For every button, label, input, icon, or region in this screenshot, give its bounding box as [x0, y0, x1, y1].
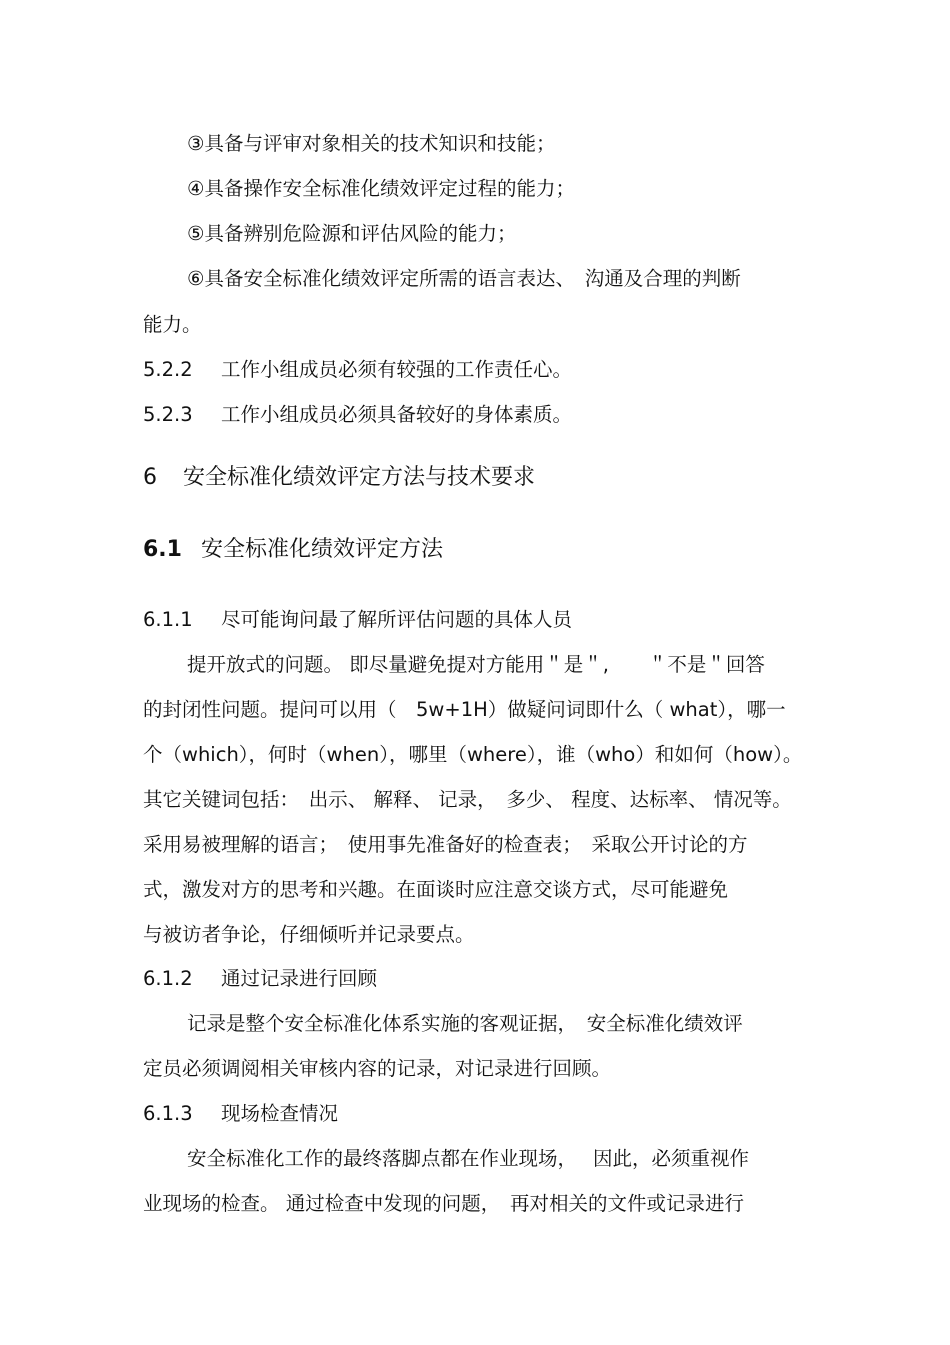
clause-number: 5.2.3	[143, 403, 193, 426]
section-title: 安全标准化绩效评定方法与技术要求	[183, 465, 536, 490]
paragraph-line: 其它关键词包括： 出示、 解释、 记录， 多少、 程度、达标率、 情况等。	[143, 788, 792, 811]
paragraph-line: 安全标准化工作的最终落脚点都在作业现场， 因此，必须重视作	[187, 1147, 749, 1170]
section-number: 6.1	[143, 537, 182, 562]
clause-5-2-2	[143, 357, 572, 383]
paragraph-line: 定员必须调阅相关审核内容的记录，对记录进行回顾。	[143, 1057, 612, 1080]
item-4: ④具备操作安全标准化绩效评定过程的能力；	[187, 177, 575, 200]
clause-text: 通过记录进行回顾	[221, 967, 378, 990]
clause-6-1-1	[143, 607, 572, 633]
paragraph-line: 采用易被理解的语言； 使用事先准备好的检查表； 采取公开讨论的方	[143, 833, 748, 856]
paragraph-line: 记录是整个安全标准化体系实施的客观证据， 安全标准化绩效评	[187, 1012, 743, 1035]
section-number: 6	[143, 465, 157, 490]
clause-number: 6.1.1	[143, 608, 193, 631]
clause-number: 6.1.3	[143, 1102, 193, 1125]
item-3: ③具备与评审对象相关的技术知识和技能；	[187, 132, 556, 155]
item-6: ⑥具备安全标准化绩效评定所需的语言表达、 沟通及合理的判断	[187, 267, 741, 290]
clause-text: 尽可能询问最了解所评估问题的具体人员	[221, 608, 573, 631]
clause-6-1-3	[143, 1101, 338, 1127]
paragraph-line: 提开放式的问题。 即尽量避免提对方能用＂是＂, ＂不是＂回答	[187, 653, 765, 676]
paragraph-line: 式，激发对方的思考和兴趣。在面谈时应注意交谈方式，尽可能避免	[143, 878, 729, 901]
clause-6-1-2	[143, 966, 377, 992]
section-heading-6	[143, 465, 535, 491]
paragraph-line: 与被访者争论，仔细倾听并记录要点。	[143, 923, 475, 946]
clause-text: 工作小组成员必须具备较好的身体素质。	[221, 403, 573, 426]
paragraph-line: 的封闭性问题。提问可以用（ 5w+1H）做疑问词即什么（ what），哪一	[143, 698, 786, 721]
section-heading-6-1	[143, 537, 443, 563]
clause-text: 现场检查情况	[221, 1102, 339, 1125]
clause-text: 工作小组成员必须有较强的工作责任心。	[221, 358, 573, 381]
item-6-continued: 能力。	[143, 313, 202, 336]
item-5: ⑤具备辨别危险源和评估风险的能力；	[187, 222, 517, 245]
paragraph-line: 业现场的检查。 通过检查中发现的问题， 再对相关的文件或记录进行	[143, 1192, 744, 1215]
clause-5-2-3	[143, 402, 572, 428]
clause-number: 6.1.2	[143, 967, 193, 990]
clause-number: 5.2.2	[143, 358, 193, 381]
paragraph-line: 个（which），何时（when），哪里（where），谁（who）和如何（how）。	[143, 743, 803, 766]
section-title: 安全标准化绩效评定方法	[201, 537, 444, 562]
